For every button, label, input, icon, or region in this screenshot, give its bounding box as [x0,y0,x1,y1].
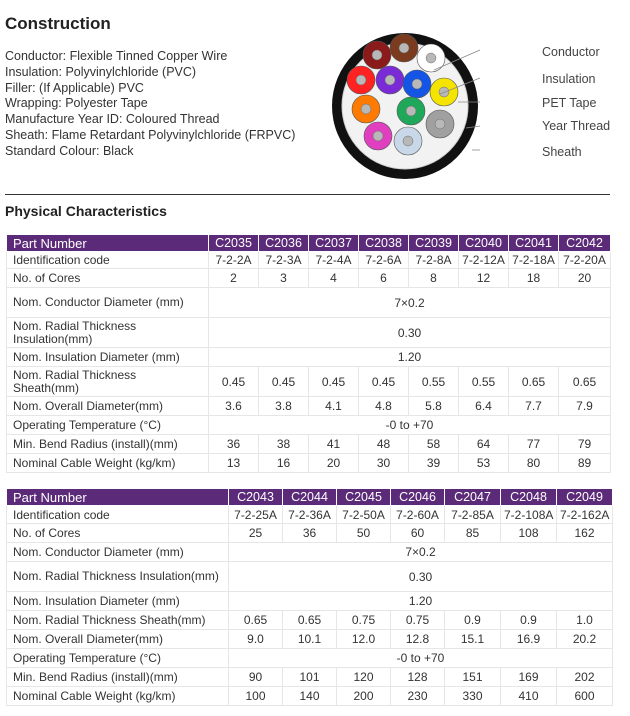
characteristics-table-1 [6,234,611,473]
callout-sheath: Sheath [542,145,582,159]
table-cell: 7×0.2 [229,543,613,562]
physical-characteristics-title: Physical Characteristics [5,203,167,219]
table-cell: 89 [559,454,611,473]
table-row [7,367,611,397]
part-number: C2040 [459,235,509,252]
row-label: Operating Temperature (°C) [7,416,209,435]
table-cell: 0.65 [229,611,283,630]
table-row [7,348,611,367]
part-number: C2039 [409,235,459,252]
spec-wrapping: Wrapping: Polyester Tape [5,96,148,111]
table-row [7,649,613,668]
table-row [7,611,613,630]
table-cell: 7-2-8A [409,252,459,269]
table-cell: 0.30 [209,318,611,348]
row-label: Nom. Radial Thickness Insulation(mm) [7,562,229,592]
table-cell: 77 [509,435,559,454]
cable-cross-section-diagram [330,18,630,198]
table-cell: 330 [445,687,501,706]
part-number-header: Part Number [7,489,229,506]
row-label: Identification code [7,506,229,524]
construction-title: Construction [5,14,111,33]
table-cell: 7.9 [559,397,611,416]
table-cell: 0.30 [229,562,613,592]
table-cell: 20 [559,269,611,288]
table-cell: 7-2-50A [337,506,391,524]
table-cell: 230 [391,687,445,706]
table-cell: 1.20 [229,592,613,611]
table-cell: 101 [283,668,337,687]
conductor-strands [435,119,445,129]
row-label: Nominal Cable Weight (kg/km) [7,687,229,706]
table-cell: 7.7 [509,397,559,416]
table-cell: 7-2-60A [391,506,445,524]
table-cell: 600 [557,687,613,706]
table-cell: 85 [445,524,501,543]
row-label: Nom. Radial Thickness Insulation(mm) [7,318,209,348]
callout-pet-tape: PET Tape [542,96,597,110]
conductor-strands [373,131,383,141]
table-cell: 10.1 [283,630,337,649]
part-number: C2046 [391,489,445,506]
table-cell: 0.45 [209,367,259,397]
table-cell: 60 [391,524,445,543]
table-cell: 64 [459,435,509,454]
table-cell: 50 [337,524,391,543]
table-cell: 41 [309,435,359,454]
row-label: Nominal Cable Weight (kg/km) [7,454,209,473]
table-header-row [7,489,613,506]
table-cell: 100 [229,687,283,706]
row-label: Nom. Radial Thickness Sheath(mm) [7,611,229,630]
table-cell: 58 [409,435,459,454]
row-label: Min. Bend Radius (install)(mm) [7,668,229,687]
conductor-strands [372,50,382,60]
conductor-strands [385,75,395,85]
table-row [7,397,611,416]
table-row [7,543,613,562]
table-cell: 7-2-4A [309,252,359,269]
table-cell: 20.2 [557,630,613,649]
spec-insulation: Insulation: Polyvinylchloride (PVC) [5,64,197,79]
table-cell: 7×0.2 [209,288,611,318]
table-row [7,524,613,543]
part-number: C2047 [445,489,501,506]
spec-filler: Filler: (If Applicable) PVC [5,80,144,95]
conductor-strands [399,43,409,53]
row-label: Min. Bend Radius (install)(mm) [7,435,209,454]
table-cell: 128 [391,668,445,687]
row-label: No. of Cores [7,269,209,288]
table-cell: 16 [259,454,309,473]
table-cell: 7-2-3A [259,252,309,269]
table-cell: 7-2-25A [229,506,283,524]
row-label: Nom. Radial Thickness Sheath(mm) [7,367,209,397]
row-label: No. of Cores [7,524,229,543]
table-cell: 7-2-18A [509,252,559,269]
row-label: Nom. Conductor Diameter (mm) [7,543,229,562]
table-cell: 6 [359,269,409,288]
table-cell: 162 [557,524,613,543]
table-cell: 0.75 [391,611,445,630]
table-cell: 30 [359,454,409,473]
spec-year-id: Manufacture Year ID: Coloured Thread [5,112,220,127]
table-cell: 7-2-20A [559,252,611,269]
table-cell: 202 [557,668,613,687]
part-number: C2036 [259,235,309,252]
table-row [7,269,611,288]
table-cell: 3.6 [209,397,259,416]
callout-insulation: Insulation [542,72,596,86]
table-row [7,435,611,454]
part-number-header: Part Number [7,235,209,252]
table-cell: 0.45 [259,367,309,397]
part-number: C2049 [557,489,613,506]
table-row [7,668,613,687]
conductor-strands [403,136,413,146]
row-label: Nom. Insulation Diameter (mm) [7,348,209,367]
table-cell: 0.9 [445,611,501,630]
table-cell: 18 [509,269,559,288]
table-cell: 7-2-6A [359,252,409,269]
table-cell: 4.1 [309,397,359,416]
table-cell: 7-2-85A [445,506,501,524]
table-cell: 4 [309,269,359,288]
part-number: C2038 [359,235,409,252]
table-cell: 36 [283,524,337,543]
table-cell: 3.8 [259,397,309,416]
table-row [7,630,613,649]
part-number: C2043 [229,489,283,506]
table-cell: 0.65 [509,367,559,397]
table-cell: 0.45 [309,367,359,397]
callout-year-thread: Year Thread [542,119,611,133]
construction-spec-list [5,49,295,160]
table-cell: 16.9 [501,630,557,649]
table-cell: 7-2-36A [283,506,337,524]
characteristics-table-2 [6,488,613,706]
table-cell: 151 [445,668,501,687]
table-cell: 53 [459,454,509,473]
table-cell: 200 [337,687,391,706]
row-label: Nom. Overall Diameter(mm) [7,397,209,416]
table-cell: 7-2-108A [501,506,557,524]
table-cell: 0.45 [359,367,409,397]
table-cell: 0.55 [409,367,459,397]
table-cell: 0.65 [559,367,611,397]
table-cell: 108 [501,524,557,543]
conductor-strands [412,79,422,89]
table-cell: 79 [559,435,611,454]
table-cell: 4.8 [359,397,409,416]
table-cell: 7-2-2A [209,252,259,269]
table-cell: 48 [359,435,409,454]
section-divider [5,194,610,195]
table-cell: 13 [209,454,259,473]
table-cell: 5.8 [409,397,459,416]
conductor-strands [426,53,436,63]
table-cell: 36 [209,435,259,454]
table-cell: 12 [459,269,509,288]
spec-sheath: Sheath: Flame Retardant Polyvinylchloride (FRPVC) [5,127,296,142]
part-number: C2037 [309,235,359,252]
table-cell: 12.0 [337,630,391,649]
table-cell: 8 [409,269,459,288]
table-cell: 7-2-162A [557,506,613,524]
table-cell: 38 [259,435,309,454]
row-label: Nom. Overall Diameter(mm) [7,630,229,649]
part-number: C2045 [337,489,391,506]
table-cell: 80 [509,454,559,473]
table-row [7,687,613,706]
conductor-strands [361,104,371,114]
table-cell: 3 [259,269,309,288]
part-number: C2041 [509,235,559,252]
table-cell: 12.8 [391,630,445,649]
table-cell: 0.55 [459,367,509,397]
spec-colour: Standard Colour: Black [5,143,134,158]
table-header-row [7,235,611,252]
table-cell: 20 [309,454,359,473]
table-row [7,252,611,269]
table-cell: 0.65 [283,611,337,630]
conductor-strands [356,75,366,85]
row-label: Nom. Insulation Diameter (mm) [7,592,229,611]
table-cell: 15.1 [445,630,501,649]
table-cell: 25 [229,524,283,543]
table-cell: 120 [337,668,391,687]
part-number: C2035 [209,235,259,252]
table-cell: -0 to +70 [209,416,611,435]
table-cell: 1.0 [557,611,613,630]
table-cell: 169 [501,668,557,687]
part-number: C2048 [501,489,557,506]
callout-conductor: Conductor [542,45,600,59]
table-row [7,288,611,318]
table-cell: 7-2-12A [459,252,509,269]
table-cell: 39 [409,454,459,473]
table-cell: 410 [501,687,557,706]
table-cell: 140 [283,687,337,706]
table-row [7,562,613,592]
spec-conductor: Conductor: Flexible Tinned Copper Wire [5,49,228,63]
table-row [7,318,611,348]
table-cell: 1.20 [209,348,611,367]
row-label: Identification code [7,252,209,269]
table-cell: 0.75 [337,611,391,630]
table-row [7,454,611,473]
table-row [7,416,611,435]
table-cell: 0.9 [501,611,557,630]
table-row [7,506,613,524]
table-cell: 9.0 [229,630,283,649]
row-label: Nom. Conductor Diameter (mm) [7,288,209,318]
table-cell: 6.4 [459,397,509,416]
part-number: C2042 [559,235,611,252]
conductor-strands [406,106,416,116]
row-label: Operating Temperature (°C) [7,649,229,668]
table-row [7,592,613,611]
part-number: C2044 [283,489,337,506]
table-cell: -0 to +70 [229,649,613,668]
table-cell: 2 [209,269,259,288]
table-cell: 90 [229,668,283,687]
